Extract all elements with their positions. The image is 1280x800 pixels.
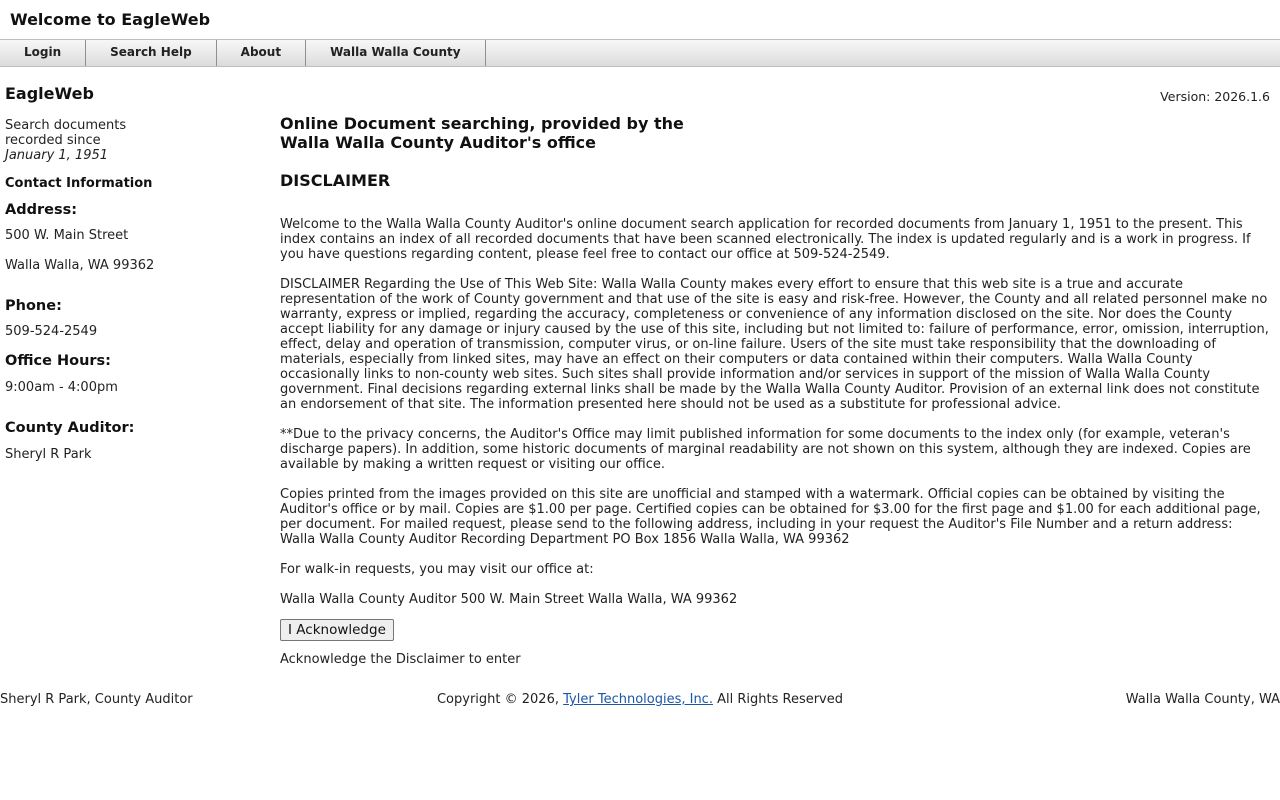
tyler-technologies-link[interactable]: Tyler Technologies, Inc. [563,692,713,707]
office-hours: 9:00am - 4:00pm [5,380,118,395]
county-auditor-name: Sheryl R Park [5,447,92,462]
nav-login-button[interactable]: Login [0,40,86,66]
privacy-paragraph: **Due to the privacy concerns, the Auditor's Office may limit published information for some documents to the index only (for example, veteran's discharge papers). In addition, some historic documents of marginal readability are not shown on this system, although they are indexed. Copies are available by making a written request or visiting our office. [280,427,1251,472]
top-nav-bar [0,39,1280,67]
address-line1: 500 W. Main Street [5,228,129,243]
since-date: January 1, 1951 [5,148,109,163]
copyright-prefix: Copyright © 2026, [436,692,559,707]
phone-heading: Phone: [5,298,62,314]
app-title: Welcome to EagleWeb [10,10,211,29]
main-content [280,114,1270,682]
nav-search-help-button[interactable]: Search Help [86,40,217,66]
version-label: Version: 2026.1.6 [1160,89,1270,104]
nav-county-button[interactable]: Walla Walla County [306,40,486,66]
page-heading-line1: Online Document searching, provided by the [280,114,684,133]
copies-paragraph: Copies printed from the images provided on this site are unofficial and stamped with a watermark. Official copies can be obtained by visiting the Auditor's office or by mail. Copies are $1.00 per page. Certified copies can be obtained for $3.00 for the first page and $1.00 for each additional page, per document. For mailed request, please send to the following address, including in your request the Auditor's File Number and a return address: Walla Walla County Auditor Recording Department PO Box 1856 Walla Walla, WA 99362 [280,487,1261,547]
office-address-paragraph: Walla Walla County Auditor 500 W. Main Street Walla Walla, WA 99362 [280,592,738,607]
intro-paragraph: Welcome to the Walla Walla County Auditor's online document search application for recorded documents from January 1, 1951 to the present. This index contains an index of all recorded documents that have been scanned electronically. The index is updated regularly and is a work in progress. If you have questions regarding content, please feel free to contact our office at 509-524-2549. [280,217,1251,262]
contact-heading: Contact Information [5,176,153,191]
footer-auditor: Sheryl R Park, County Auditor [0,692,193,707]
search-since-line2: recorded since [5,133,101,148]
county-auditor-heading: County Auditor: [5,420,135,436]
address-line2: Walla Walla, WA 99362 [5,258,155,273]
walk-in-paragraph: For walk-in requests, you may visit our office at: [280,562,594,577]
footer-county: Walla Walla County, WA [1125,692,1280,707]
footer [0,692,1280,710]
acknowledge-button[interactable]: I Acknowledge [280,619,394,641]
disclaimer-paragraph: DISCLAIMER Regarding the Use of This Web Site: Walla Walla County makes every effort to ensure that this web site is a true and accurate representation of the work of County government and that use of the site is easy and risk-free. However, the County and all related personnel make no warranty, express or implied, regarding the accuracy, completeness or convenience of any information disclosed on the site. Nor does the County accept liability for any damage or injury caused by the use of this site, including but not limited to: failure of performance, error, omission, interruption, effect, delay and operation of transmission, computer virus, or on-line failure. Users of the site must take responsibility that the downloading of materials, especially from linked sites, may have an effect on their computers or data contained within their computers. Walla Walla County occasionally links to non-county web sites. Such sites shall provide information and/or services in support of the mission of Walla Walla County government. Final decisions regarding external links shall be made by the Walla Walla County Auditor. Provision of an external link does not constitute an endorsement of that site. The information presented here should not be used as a substitute for professional advice. [280,277,1269,412]
disclaimer-heading: DISCLAIMER [280,171,391,190]
address-heading: Address: [5,202,78,218]
search-since-line1: Search documents [5,118,127,133]
nav-about-button[interactable]: About [217,40,306,66]
phone-number: 509-524-2549 [5,324,98,339]
sidebar-title: EagleWeb [5,84,94,103]
office-hours-heading: Office Hours: [5,353,111,369]
copyright-suffix: All Rights Reserved [717,692,844,707]
acknowledge-note: Acknowledge the Disclaimer to enter [280,652,521,667]
sidebar [5,84,255,462]
footer-copyright [0,692,1280,707]
page-heading-line2: Walla Walla County Auditor's office [280,133,596,152]
